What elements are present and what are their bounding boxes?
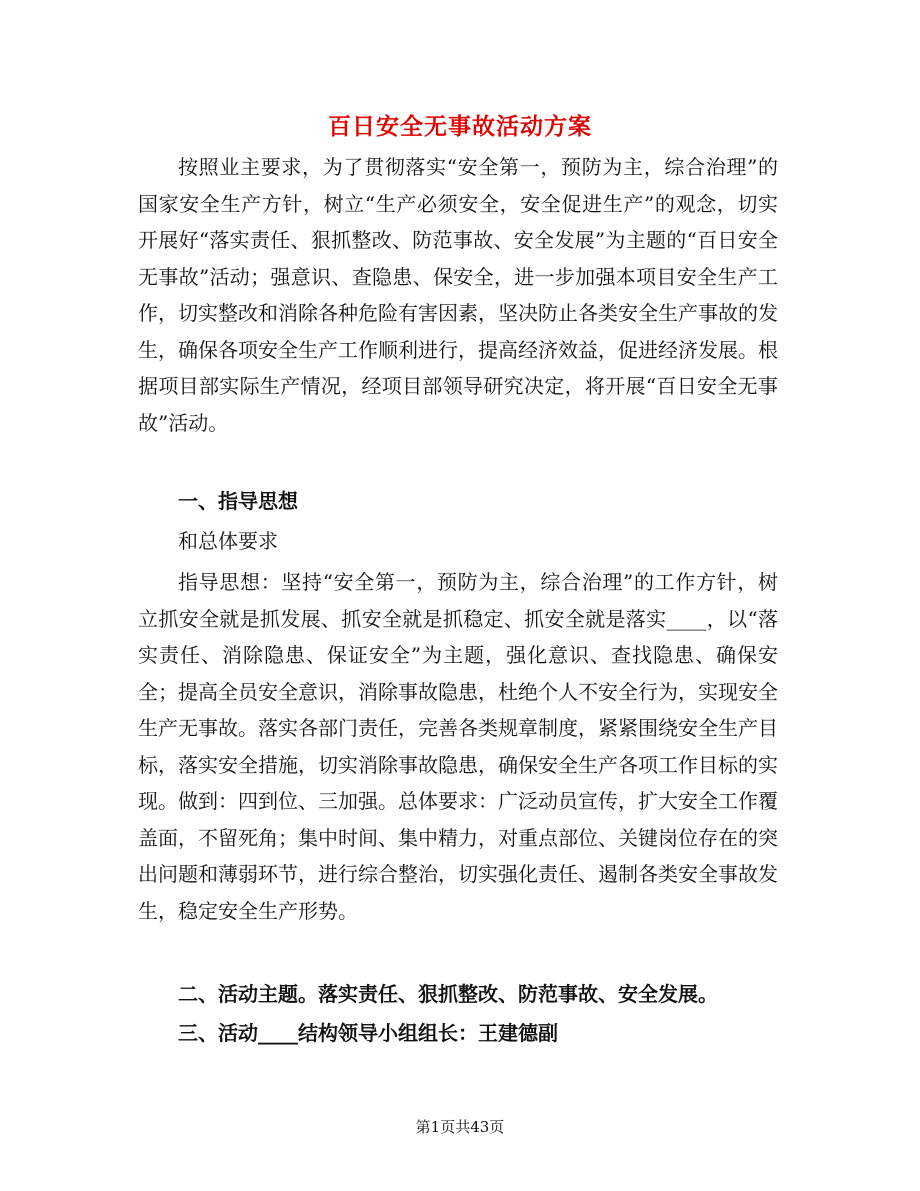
section1-heading: 一、指导思想 [178,489,298,513]
section1-paragraph: 指导思想：坚持“安全第一，预防为主，综合治理”的工作方针，树立抓安全就是抓发展、抓安全就是抓稳定、抓安全就是落实____，以“落实责任、消除隐患、保证安全”为主题，强化意识、查找隐患、确保安全；提高全员安全意识，消除事故隐患，杜绝个人不安全行为，实现安全生产无事故。落实各部门责任，完善各类规章制度，紧紧围绕安全生产目标，落实安全措施，切实消除事故隐患，确保安全生产各项工作目标的实现。做到：四到位、三加强。总体要求：广泛动员宣传，扩大安全工作覆盖面，不留死角；集中时间、集中精力，对重点部位、关键岗位存在的突出问题和薄弱环节，进行综合整治，切实强化责任、遏制各类安全事故发生，稳定安全生产形势。 [138,570,778,923]
document-title: 百日安全无事故活动方案 [328,113,592,140]
section2-heading: 二、活动主题。落实责任、狠抓整改、防范事故、安全发展。 [178,982,718,1006]
section1-subline: 和总体要求 [178,529,278,553]
page-number-footer: 第1页共43页 [415,1118,505,1136]
section3-heading: 三、活动____结构领导小组组长：王建德副 [178,1021,558,1045]
intro-paragraph: 按照业主要求，为了贯彻落实“安全第一，预防为主，综合治理”的国家安全生产方针，树立“生产必须安全，安全促进生产”的观念，切实开展好“落实责任、狠抓整改、防范事故、安全发展”为主题的“百日安全无事故”活动；强意识、查隐患、保安全，进一步加强本项目安全生产工作，切实整改和消除各种危险有害因素，坚决防止各类安全生产事故的发生，确保各项安全生产工作顺利进行，提高经济效益，促进经济发展。根据项目部实际生产情况，经项目部领导研究决定，将开展“百日安全无事故”活动。 [138,155,778,435]
